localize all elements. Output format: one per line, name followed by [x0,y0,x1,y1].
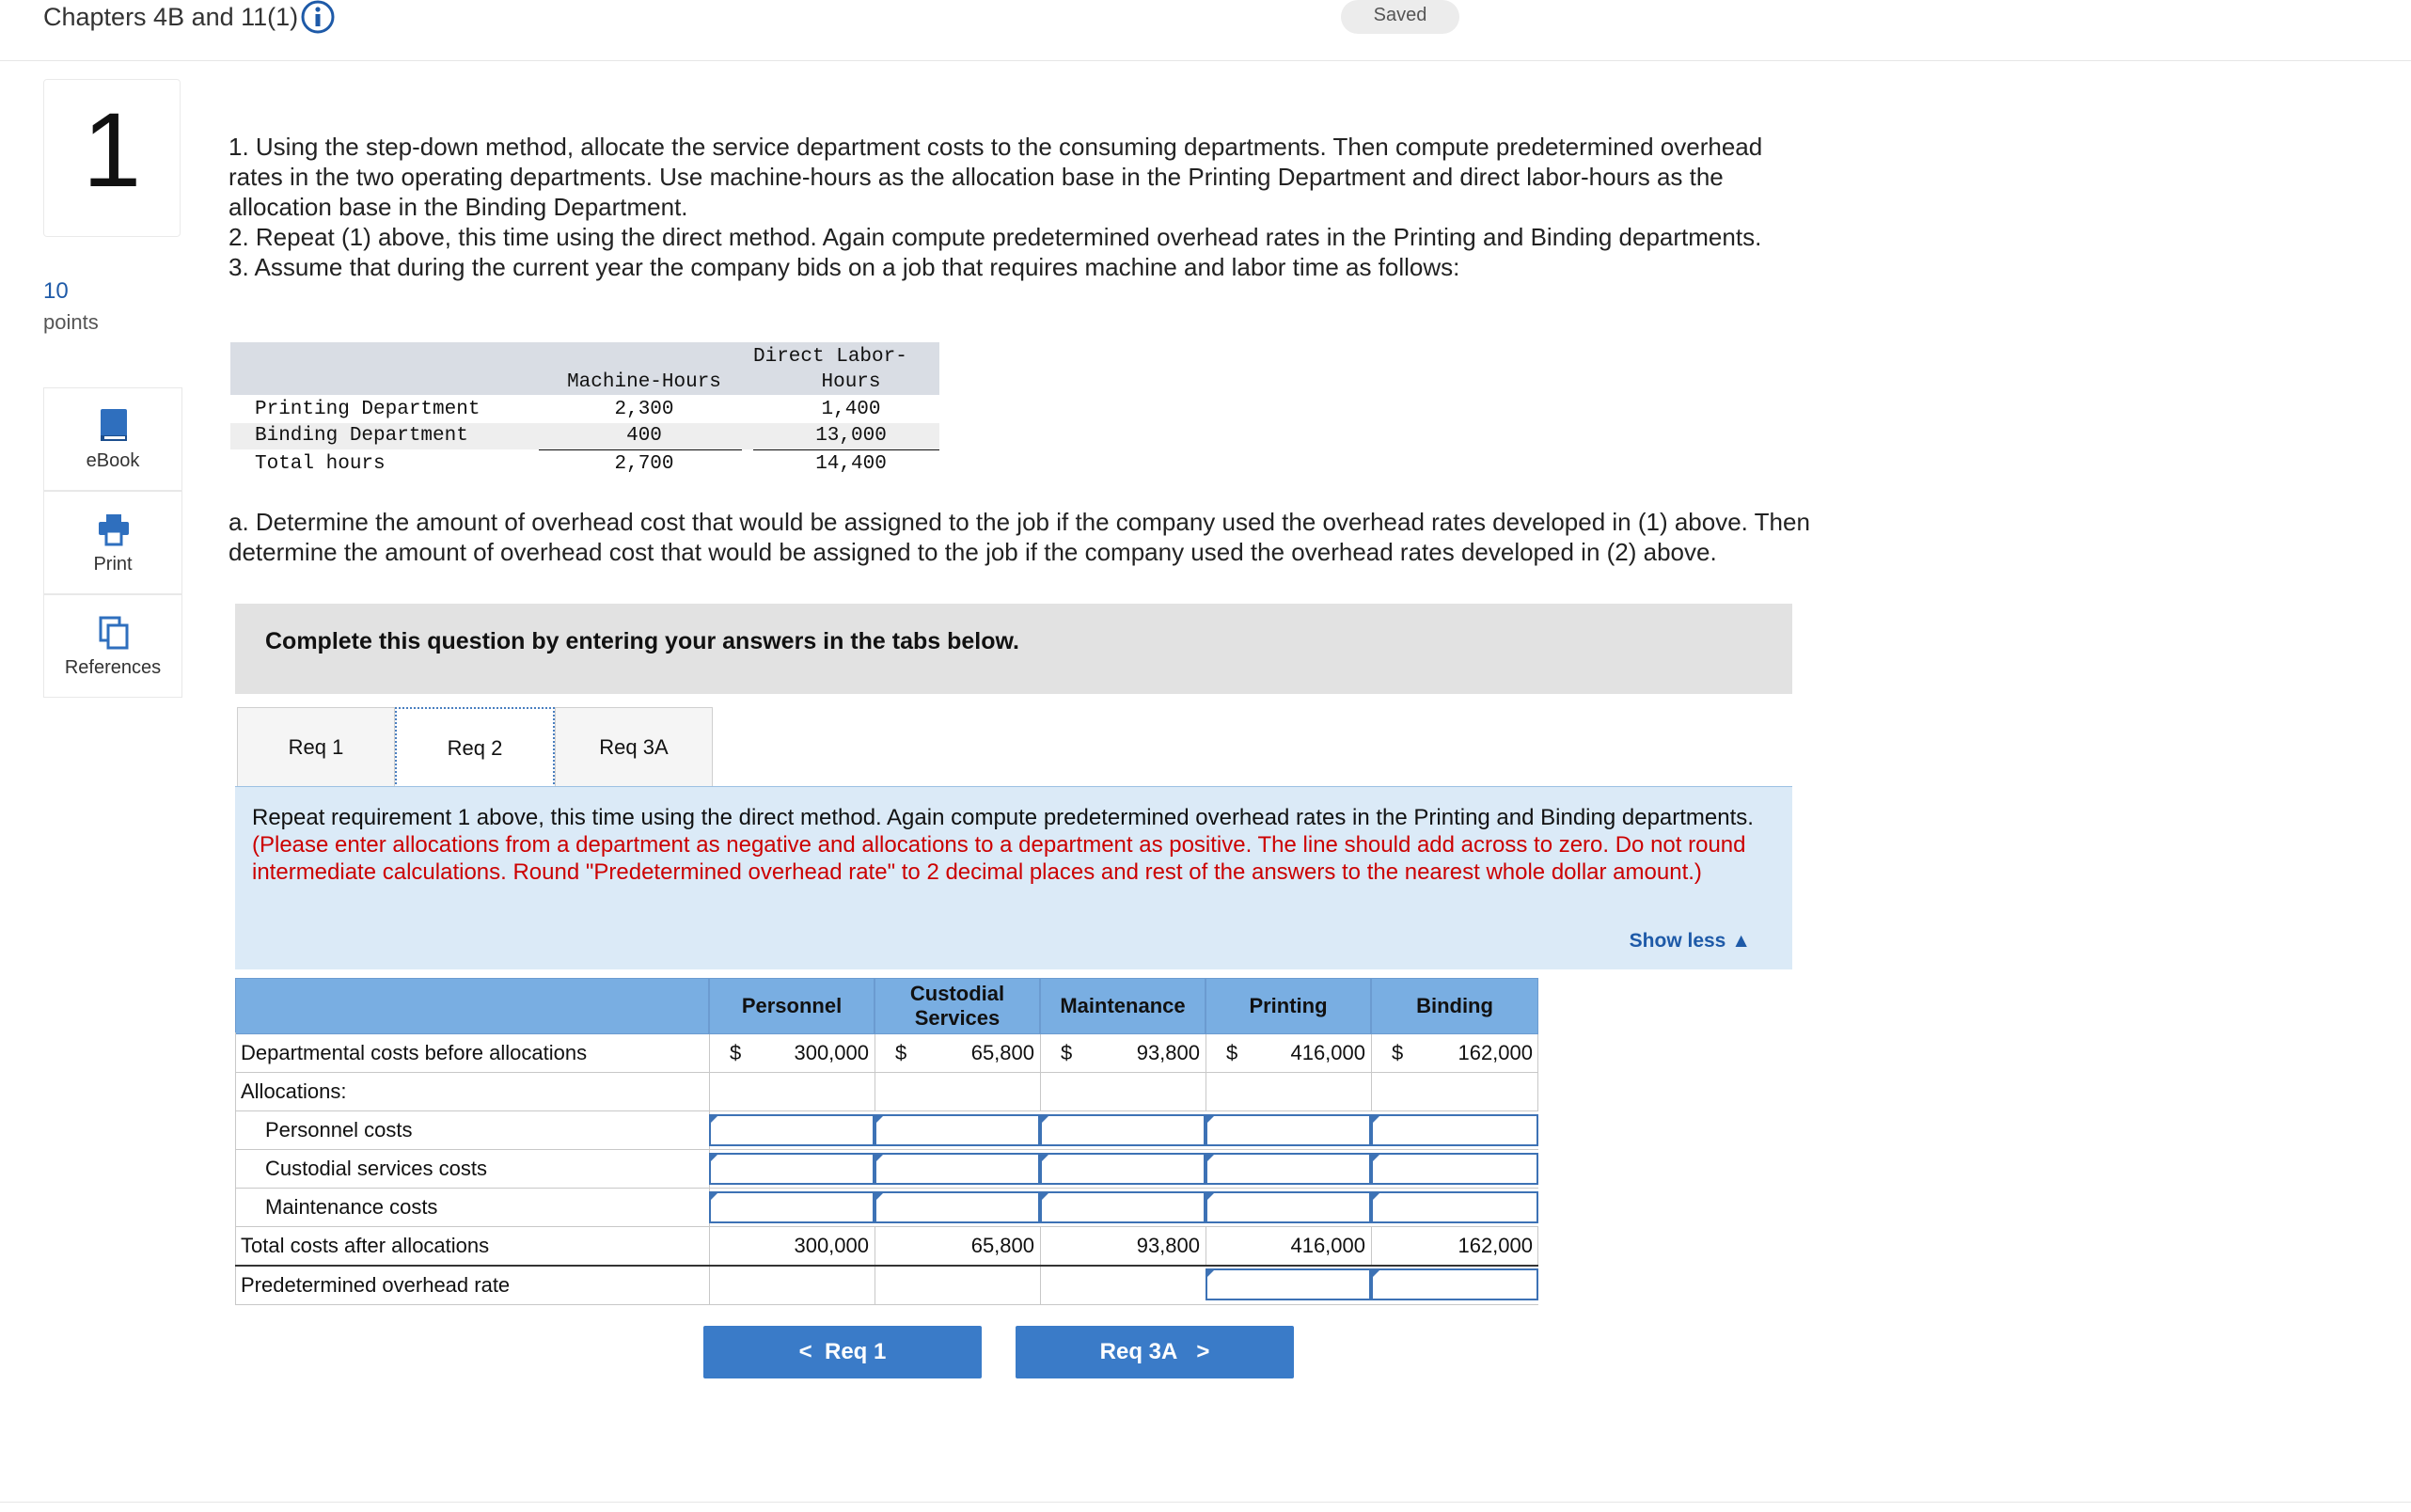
instructions-text [252,804,1785,886]
total-value: 162,000 [1458,1234,1533,1257]
instructions-main: Repeat requirement 1 above, this time using the direct method. Again compute predetermined overhead rates in the Printing and Binding departments. [252,805,1754,830]
currency-symbol: $ [730,1041,742,1064]
binding-overhead-rate-input[interactable] [1371,1268,1538,1300]
cost-value: 416,000 [1290,1041,1365,1064]
row-label: Predetermined overhead rate [241,1273,511,1297]
row-label: Custodial services costs [265,1157,487,1180]
complete-banner-text: Complete this question by entering your answers in the tabs below. [265,628,1019,654]
row-label: Binding Department [255,425,468,447]
row-label: Allocations: [241,1079,347,1103]
table-row [235,1227,1538,1267]
table-row [235,1150,1538,1189]
ebook-button[interactable] [43,387,182,491]
labor-hours-value: 13,000 [815,425,887,447]
footer-divider [0,1502,2411,1503]
personnel-alloc-binding-input[interactable] [1371,1114,1538,1146]
printing-overhead-rate-input[interactable] [1206,1268,1371,1300]
printer-icon [97,511,131,548]
header-machine-hours: Machine-Hours [567,371,721,393]
question-part-2: 2. Repeat (1) above, this time using the direct method. Again compute predetermined overhead rates in the Printing and Binding departments. [228,223,1762,251]
question-part-3: 3. Assume that during the current year the company bids on a job that requires machine and labor time as follows: [228,253,1460,281]
table-row [235,1073,1538,1111]
personnel-alloc-personnel-input[interactable] [709,1114,875,1146]
row-label: Printing Department [255,399,481,420]
maintenance-alloc-personnel-input[interactable] [709,1191,875,1223]
labor-hours-value: 14,400 [815,453,887,475]
machine-hours-value: 2,300 [614,399,674,420]
currency-symbol: $ [1392,1041,1404,1064]
table-row [235,1034,1538,1073]
saved-status-badge: Saved [1341,0,1459,34]
references-label: References [64,657,162,678]
chevron-left-icon: < [798,1339,825,1364]
column-header-custodial: Custodial Services [875,978,1040,1034]
tab-req-2[interactable]: Req 2 [395,707,555,788]
cost-value: 162,000 [1458,1041,1533,1064]
row-label: Personnel costs [265,1118,413,1142]
column-header-printing: Printing [1206,978,1371,1034]
assignment-title: Chapters 4B and 11(1) [43,3,299,31]
complete-banner [235,604,1792,694]
header-direct-labor: Direct Labor- [753,346,907,368]
question-text [228,132,1808,282]
total-value: 416,000 [1290,1234,1365,1257]
cost-value: 300,000 [794,1041,869,1064]
maintenance-alloc-printing-input[interactable] [1206,1191,1371,1223]
personnel-alloc-maintenance-input[interactable] [1040,1114,1206,1146]
machine-hours-value: 2,700 [614,453,674,475]
next-button-label: Req 3A [1099,1339,1178,1364]
row-label: Maintenance costs [265,1195,438,1219]
column-header-binding: Binding [1371,978,1538,1034]
chevron-right-icon: > [1177,1339,1210,1364]
points-label: points [43,310,99,334]
show-less-link[interactable] [1630,930,1751,953]
book-icon [97,407,131,445]
table-row [235,1267,1538,1305]
points-value: 10 [43,278,69,304]
labor-hours-value: 1,400 [821,399,881,420]
maintenance-alloc-custodial-input[interactable] [875,1191,1040,1223]
custodial-alloc-custodial-input[interactable] [875,1153,1040,1185]
cost-value: 93,800 [1136,1041,1200,1064]
maintenance-alloc-binding-input[interactable] [1371,1191,1538,1223]
row-label: Total hours [255,453,386,475]
sum-rule [753,449,939,450]
row-label: Total costs after allocations [241,1234,490,1257]
instructions-note: (Please enter allocations from a department as negative and allocations to a department as positive. The line should add across to zero. Do not round intermediate calculations. Round "Predetermined overhead rate" to 2 decimal places and rest of the answers to the nearest whole dollar amount.) [252,832,1746,885]
header-hours: Hours [821,371,881,393]
total-value: 65,800 [970,1234,1034,1257]
next-req-3a-button[interactable] [1016,1326,1294,1378]
total-value: 93,800 [1136,1234,1200,1257]
machine-hours-value: 400 [626,425,662,447]
table-row [235,1189,1538,1227]
question-number: 1 [82,91,142,209]
currency-symbol: $ [1061,1041,1073,1064]
question-number-box [43,79,181,237]
copy-documents-icon [97,614,131,652]
total-value: 300,000 [794,1234,869,1257]
ebook-label: eBook [86,450,140,471]
column-header-maintenance: Maintenance [1040,978,1206,1034]
column-header-personnel: Personnel [709,978,875,1034]
personnel-alloc-custodial-input[interactable] [875,1114,1040,1146]
sum-rule [539,449,742,450]
print-button[interactable] [43,491,182,594]
instructions-panel [235,786,1792,969]
custodial-alloc-printing-input[interactable] [1206,1153,1371,1185]
currency-symbol: $ [895,1041,907,1064]
prev-button-label: Req 1 [825,1339,887,1364]
prev-req-1-button[interactable] [703,1326,982,1378]
question-part-1: 1. Using the step-down method, allocate the service department costs to the consuming departments. Then compute predetermined overhead rates in the two operating departments. Use machine-hours as the allocation base in the Printing Department and direct labor-hours as the allocation base in the Binding Department. [228,133,1763,221]
print-label: Print [93,554,133,575]
maintenance-alloc-maintenance-input[interactable] [1040,1191,1206,1223]
cost-value: 65,800 [970,1041,1034,1064]
table-row [235,1111,1538,1150]
table-header-blank [235,978,709,1034]
references-button[interactable] [43,594,182,698]
row-label: Departmental costs before allocations [241,1041,588,1064]
tab-req-1[interactable]: Req 1 [237,707,395,787]
personnel-alloc-printing-input[interactable] [1206,1114,1371,1146]
show-less-label: Show less [1629,930,1726,952]
custodial-alloc-maintenance-input[interactable] [1040,1153,1206,1185]
info-icon[interactable] [301,0,335,34]
triangle-up-icon: ▲ [1731,930,1751,952]
top-bar [0,0,2411,61]
currency-symbol: $ [1226,1041,1238,1064]
custodial-alloc-binding-input[interactable] [1371,1153,1538,1185]
tab-req-3a[interactable]: Req 3A [555,707,713,787]
custodial-alloc-personnel-input[interactable] [709,1153,875,1185]
question-part-a: a. Determine the amount of overhead cost that would be assigned to the job if the company used the overhead rates developed in (1) above. Then determine the amount of overhead cost that would be assigned to the job if the company used the overhead rates developed in (2) above. [228,508,1810,566]
